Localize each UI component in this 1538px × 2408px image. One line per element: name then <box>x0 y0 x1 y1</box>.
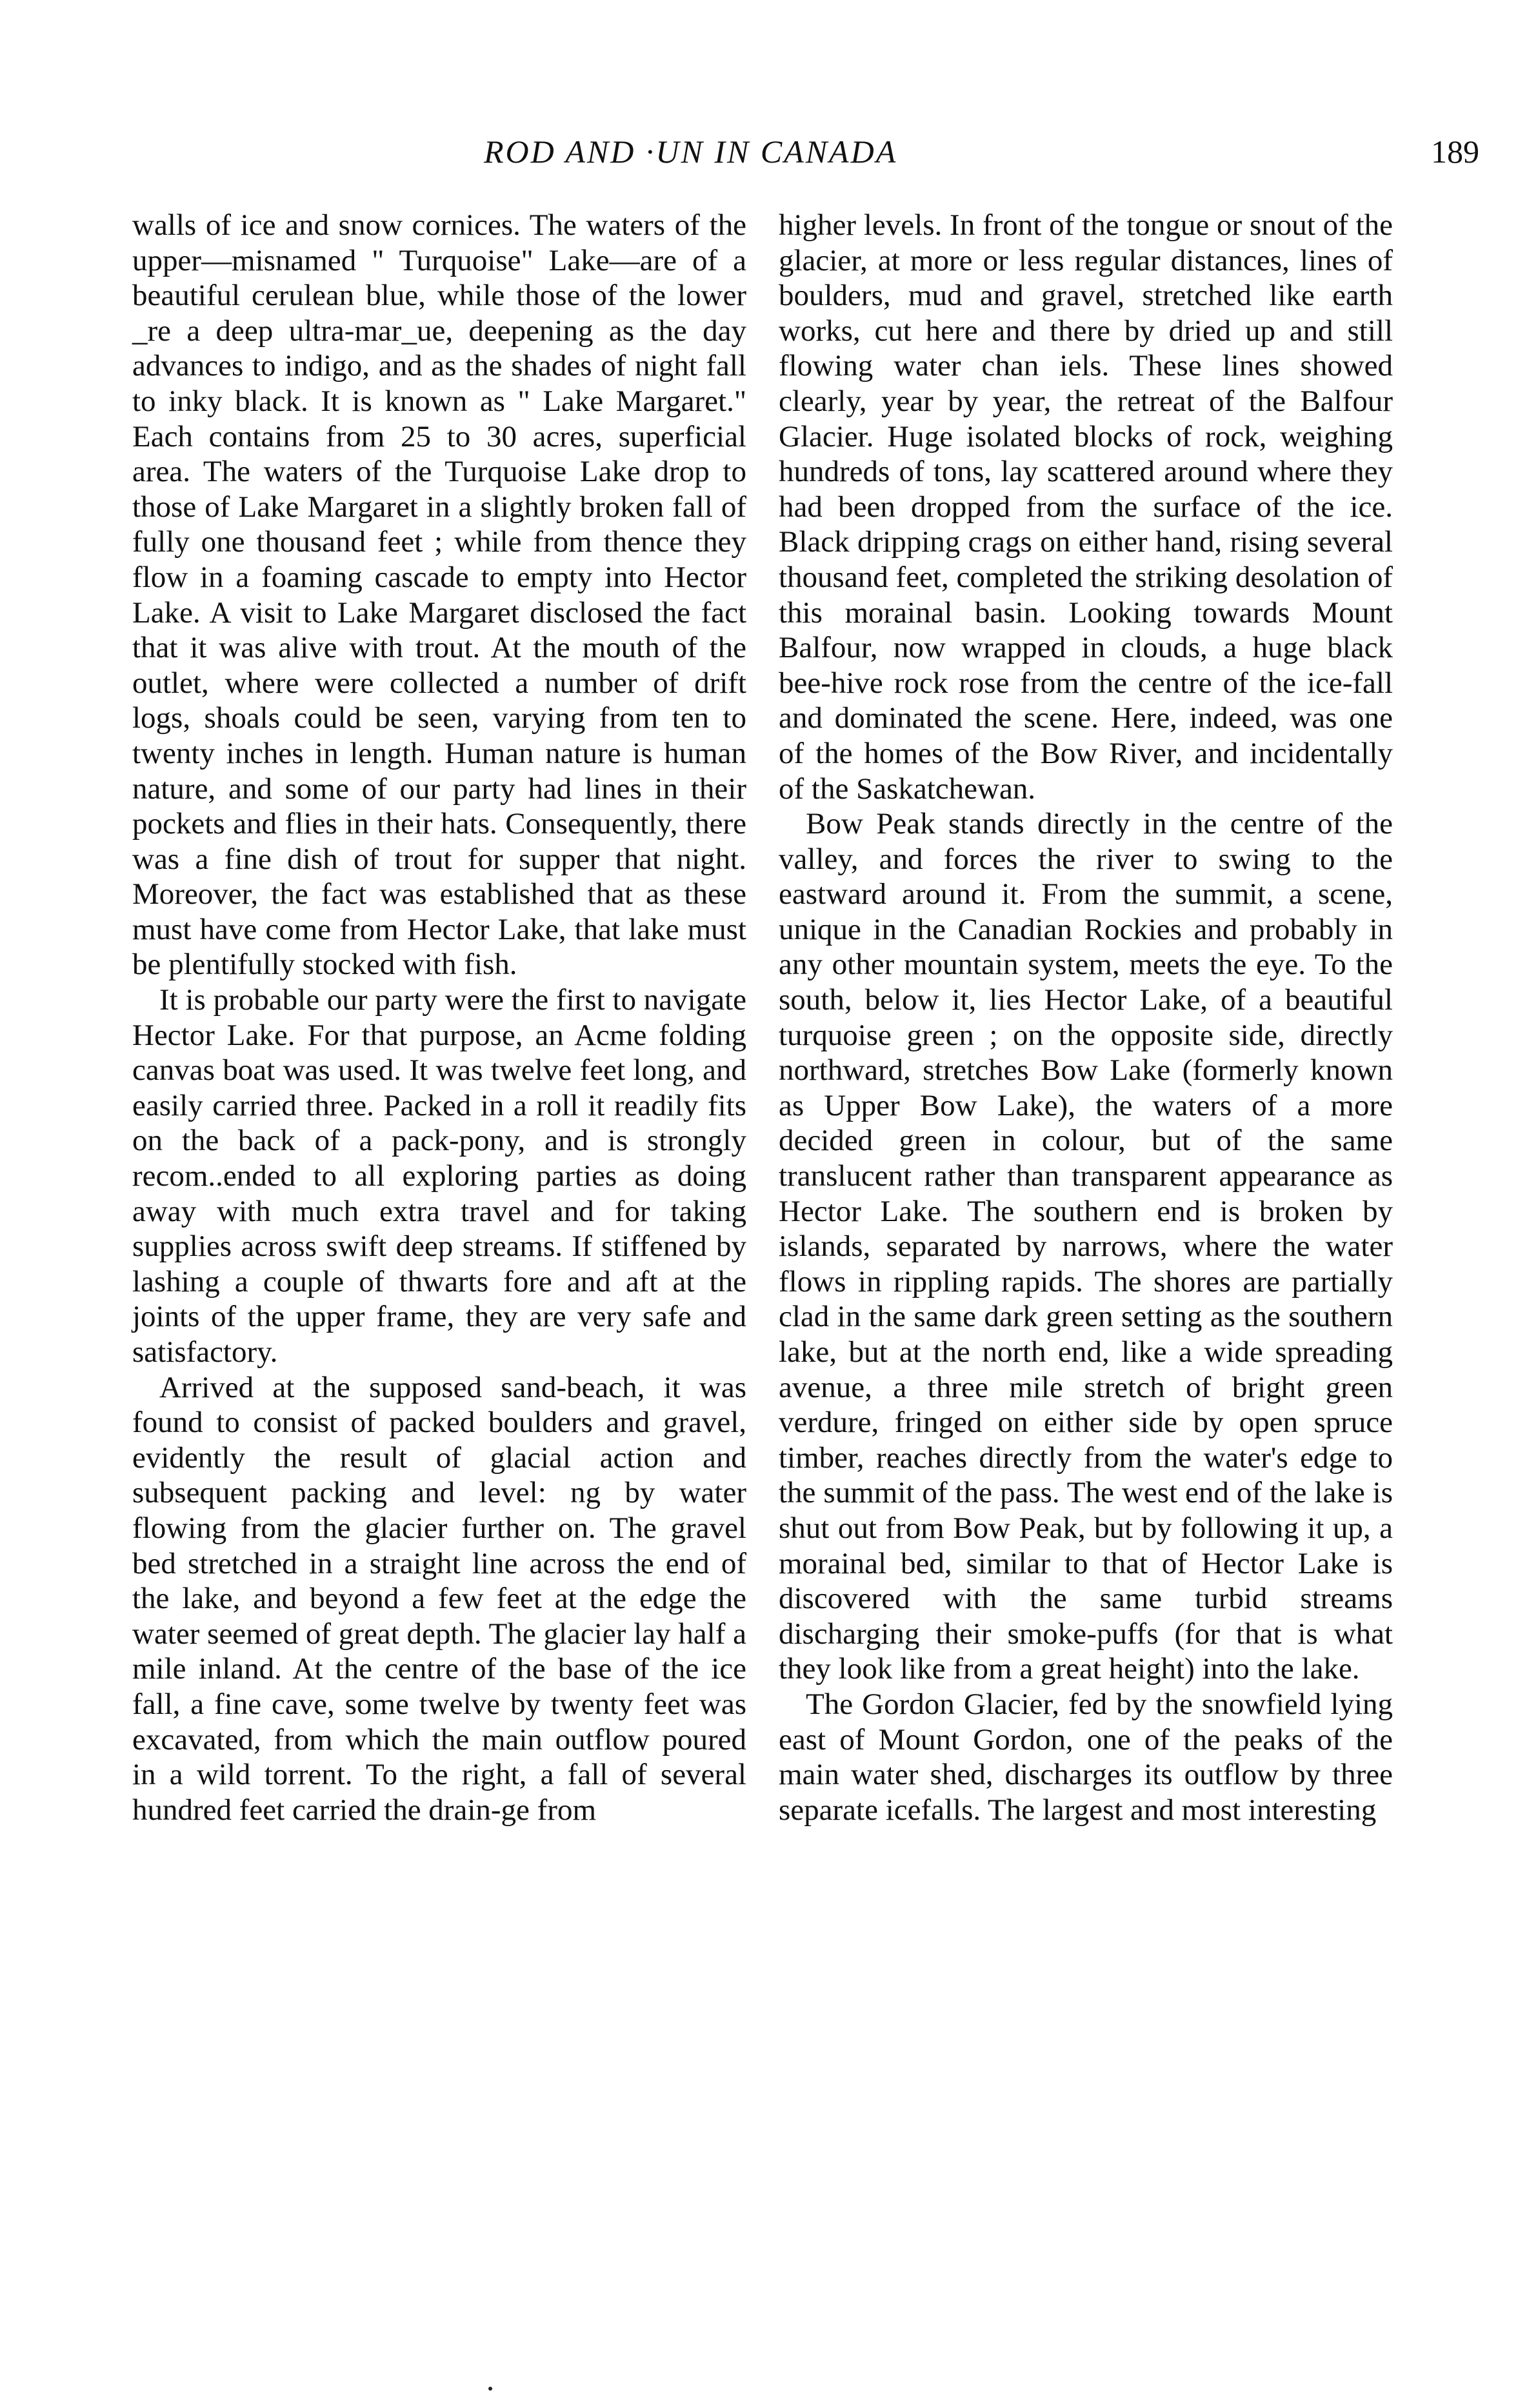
running-head <box>0 132 1538 177</box>
page-number: 189 <box>1431 134 1479 170</box>
paragraph: higher levels. In front of the tongue or snout of the glacier, at more or less regular distances, lines of boulders, mud and gravel, stretched like earth works, cut here and there by dried up and still flowing water chan iels. These lines showed clearly, year by year, the retreat of the Balfour Glacier. Huge isolated blocks of rock, weighing hundreds of tons, lay scattered around where they had been dropped from the surface of the ice. Black dripping crags on either hand, rising several thousand feet, completed the striking desolation of this morainal basin. Looking towards Mount Balfour, now wrapped in clouds, a huge black bee-hive rock rose from the centre of the ice-fall and dominated the scene. Here, indeed, was one of the homes of the Bow River, and incidentally of the Saskatchewan. <box>779 208 1393 806</box>
running-title: ROD AND ·UN IN CANADA <box>484 134 898 170</box>
right-column <box>779 208 1393 1827</box>
ink-speck <box>488 2387 492 2391</box>
paragraph: It is probable our party were the first to navigate Hector Lake. For that purpose, an Acme folding canvas boat was used. It was twelve feet long, and easily carried three. Packed in a roll it readily fits on the back of a pack-pony, and is strongly recom..ended to all exploring parties as doing away with much extra travel and for taking supplies across swift deep streams. If stiffened by lashing a couple of thwarts fore and aft at the joints of the upper frame, they are very safe and satisfactory. <box>132 983 746 1369</box>
paragraph: Bow Peak stands directly in the centre of the valley, and forces the river to swing to the eastward around it. From the summit, a scene, unique in the Canadian Rockies and probably in any other mountain system, meets the eye. To the south, below it, lies Hector Lake, of a beautiful turquoise green ; on the opposite side, directly northward, stretches Bow Lake (formerly known as Upper Bow Lake), the waters of a more decided green in colour, but of the same translucent rather than transparent appearance as Hector Lake. The southern end is broken by islands, separated by narrows, where the water flows in rippling rapids. The shores are partially clad in the same dark green setting as the southern lake, but at the north end, like a wide spreading avenue, a three mile stretch of bright green verdure, fringed on either side by open spruce timber, reaches directly from the water's edge to the summit of the pass. The west end of the lake is shut out from Bow Peak, but by following it up, a morainal bed, similar to that of Hector Lake is discovered with the same turbid streams discharging their smoke-puffs (for that is what they look like from a great height) into the lake. <box>779 807 1393 1686</box>
paragraph: walls of ice and snow cornices. The waters of the upper—misnamed " Turquoise" Lake—are of a beautiful cerulean blue, while those of the lower _re a deep ultra-mar_ue, deepening as the day advances to indigo, and as the shades of night fall to inky black. It is known as " Lake Margaret." Each contains from 25 to 30 acres, superficial area. The waters of the Turquoise Lake drop to those of Lake Margaret in a slightly broken fall of fully one thousand feet ; while from thence they flow in a foaming cascade to empty into Hector Lake. A visit to Lake Margaret disclosed the fact that it was alive with trout. At the mouth of the outlet, where were collected a number of drift logs, shoals could be seen, varying from ten to twenty inches in length. Human nature is human nature, and some of our party had lines in their pockets and flies in their hats. Consequently, there was a fine dish of trout for supper that night. Moreover, the fact was established that as these must have come from Hector Lake, that lake must be plentifully stocked with fish. <box>132 208 746 982</box>
left-column <box>132 208 746 1827</box>
paragraph: Arrived at the supposed sand-beach, it was found to consist of packed boulders and gravel, evidently the result of glacial action and subsequent packing and level: ng by water flowing from the glacier further on. The gravel bed stretched in a straight line across the end of the lake, and beyond a few feet at the edge the water seemed of great depth. The glacier lay half a mile inland. At the centre of the base of the ice fall, a fine cave, some twelve by twenty feet was excavated, from which the main outflow poured in a wild torrent. To the right, a fall of several hundred feet carried the drain-ge from <box>132 1370 746 1827</box>
paragraph: The Gordon Glacier, fed by the snowfield lying east of Mount Gordon, one of the peaks of the main water shed, discharges its outflow by three separate icefalls. The largest and most interesting <box>779 1687 1393 1827</box>
